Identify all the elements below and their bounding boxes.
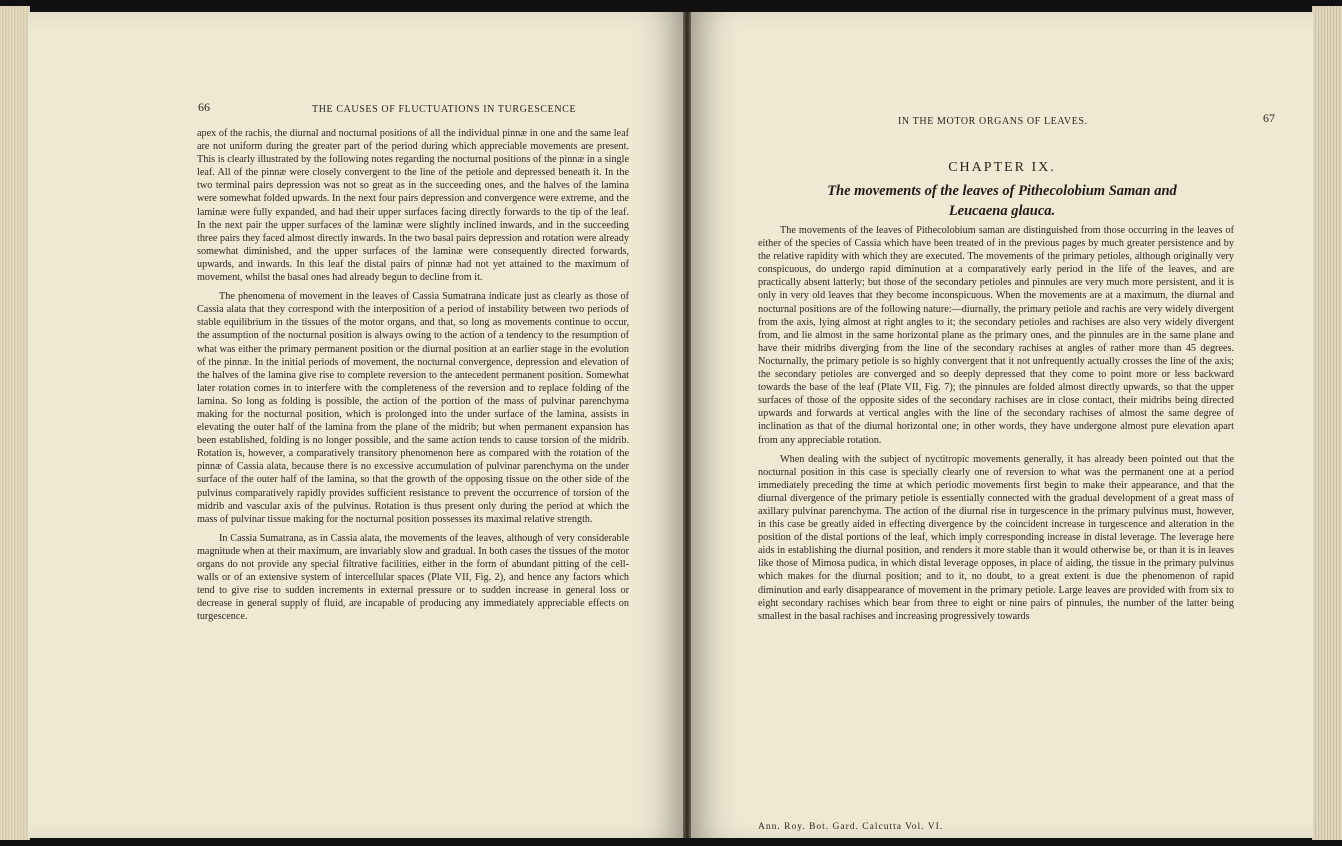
running-head: THE CAUSES OF FLUCTUATIONS IN TURGESCENCE bbox=[312, 104, 577, 115]
page-number: 67 bbox=[1263, 111, 1275, 125]
paragraph: The phenomena of movement in the leaves of Cassia Sumatrana indicate just as clearly as those of Cassia alata that they correspond with the interposition of a period of instability between two periods of stable equilibrium in the tissues of the motor organs, and that, so long as movements continue to occur, the assumption of the nocturnal position is always owing to the action of a tendency to the resumption of what was either the primary permanent position or the diurnal position at an earlier stage in the evolution of the pinnæ. In the initial periods of movement, the nocturnal convergence, depression and elevation of the halves of the lamina give rise to complete reversion to the antecedent permanent position. Somewhat later rotation comes in to interfere with the completeness of the reversion and to replace folding of the lamina. So long as folding is possible, the action of the portion of the mass of pulvinar parenchyma making for the nocturnal position, which is prolonged into the under surface of the lamina, assists in elevating the outer half of the lamina from the plane of the midrib; but when permanent expansion has been established, folding is no longer possible, and the same action tends to cause torsion of the midrib. Rotation is, however, a comparatively transitory phenomenon here as compared with the rotation of the pinnæ of Cassia alata, because there is no excessive accumulation of pulvinar parenchyma on the under surface of the outer half of the lamina, so that the growth of the opposing tissue on the other side of the pulvinus comparatively rapidly provides sufficient resistance to prevent the occurrence of torsion of the midrib and vascular axis of the pulvinus. Rotation is thus present only during the period at which the mass of pulvinar tissue making for the nocturnal position possesses its maximal relative strength. bbox=[197, 291, 629, 525]
paragraph: apex of the rachis, the diurnal and nocturnal positions of all the individual pinnæ in one and the same leaf are not uniform during the greater part of the period during which appreciable movements are present. This is clearly illustrated by the following notes regarding the nocturnal positions of the pinnæ in a single leaf. All of the pinnæ were closely convergent to the line of the petiole and depressed beneath it. In the two terminal pairs depression was not so great as in the succeeding ones, and the halves of the lamina were somewhat folded upwards. In the next four pairs depression and convergence were extreme, and the laminæ were fully expanded, and had their upper surfaces facing directly forwards to the tip of the leaf. In the next pair the upper surfaces of the laminæ were slightly inclined inwards, and in the succeeding three pairs they faced almost directly inwards. In the two basal pairs depression and rotation were already somewhat diminished, and the upper surfaces of the laminæ were consequently directed forwards, upwards, and inwards. In this leaf the distal pairs of pinnæ had not yet attained to the maximum of movement, whilst the basal ones had already begun to decline from it. bbox=[197, 128, 629, 284]
right-page bbox=[691, 12, 1313, 838]
paragraph: In Cassia Sumatrana, as in Cassia alata, the movements of the leaves, although of very considerable magnitude when at their maximum, are invariably slow and gradual. In both cases the tissues of the motor organs do not provide any special filtrative facilities, either in the form of abundant pitting of the cell-walls or of an extensive system of intercellular spaces (Plate VII, Fig. 2), and hence any factors which tend to give rise to sudden increments in external pressure or to sudden increase in general loss or decrease in general supply of fluid, are incapable of producing any immediately appreciable effects on turgescence. bbox=[197, 532, 630, 623]
page-body bbox=[758, 224, 1234, 629]
paragraph: The movements of the leaves of Pithecolobium saman are distinguished from those occurring in the leaves of either of the species of Cassia which have been treated of in the previous pages by much greater persistence and by the relative rapidity with which they are executed. The movements of the primary petioles, although originally very conspicuous, do undergo rapid diminution at a comparatively early period in the life of the leaves, and are practically absent latterly; but those of the secondary petioles and pinnules are very much more persistent, and it is only in very old leaves that they become inconspicuous. When the movements are at a maximum, the diurnal and nocturnal positions are of the following nature:—diurnally, the primary petiole and rachis are very widely divergent from the axis, lying almost at right angles to it; the secondary petioles and rachises are also very widely divergent from, and lie almost in the same horizontal plane as the primary ones, and the pinnules are in the same plane and have their midribs diverging from the line of the secondary rachises at angles of rather more than 45 degrees. Nocturnally, the primary petiole is so highly convergent that it not unfrequently actually crosses the line of the axis; the secondary petioles are converged and so deeply depressed that they come to point more or less backward towards the base of the leaf (Plate VII, Fig. 7); the pinnules are folded almost directly upwards, so that the upper surfaces of those of the opposite sides of the secondary rachises are in close contact, their midribs being directed upwards and forwards at vertical angles with the line of the secondary rachises of almost the same degree of inclination as that of the diurnal horizontal one; in other words, they have undergone almost pure elevation apart from any appreciable rotation. bbox=[758, 225, 1234, 446]
page-footer: Ann. Roy. Bot. Gard. Calcutta Vol. VI. bbox=[758, 822, 944, 832]
book-gutter bbox=[683, 12, 691, 838]
left-page bbox=[28, 12, 683, 838]
page-edges-left bbox=[0, 6, 30, 840]
page-body bbox=[197, 127, 629, 629]
page-number: 66 bbox=[198, 100, 210, 114]
chapter-title: The movements of the leaves of Pithecolobium Saman and bbox=[827, 183, 1177, 199]
paragraph: When dealing with the subject of nyctitropic movements generally, it has already been pointed out that the nocturnal position in this case is specially clearly one of reversion to what was the permanent one at a period immediately preceding the time at which periodic movements first begin to make their appearance, and that the diurnal divergence of the primary petiole is essentially connected with the gradual development of a great mass of axillary pulvinar parenchyma. The action of the diurnal rise in turgescence in the primary pulvinus must, however, in this case be greatly aided in effecting divergence by the coincident increase in turgescence and alteration in the position of the distal portions of the leaf, which imply corresponding increase in distal leverage. The leverage here aids in establishing the diurnal position, and renders it more stable than it would otherwise be, or than it is in leaves like those of Mimosa pudica, in which distal leverage opposes, in place of aiding, the tissue in the primary pulvinus which makes for the diurnal position; and to it, no doubt, to a great extent is due the phenomenon of rapid diminution and early disappearance of movement in the primary petiole. Large leaves are provided with from six to eight secondary rachises which bear from three to eight or nine pairs of pinnules, the number of the latter being smallest in the basal rachises and increasing progressively towards bbox=[758, 453, 1234, 622]
running-head: IN THE MOTOR ORGANS OF LEAVES. bbox=[898, 116, 1088, 127]
page-edges-right bbox=[1312, 6, 1342, 840]
chapter-title-continued: Leucaena glauca. bbox=[948, 203, 1056, 219]
chapter-heading: CHAPTER IX. bbox=[948, 160, 1056, 175]
